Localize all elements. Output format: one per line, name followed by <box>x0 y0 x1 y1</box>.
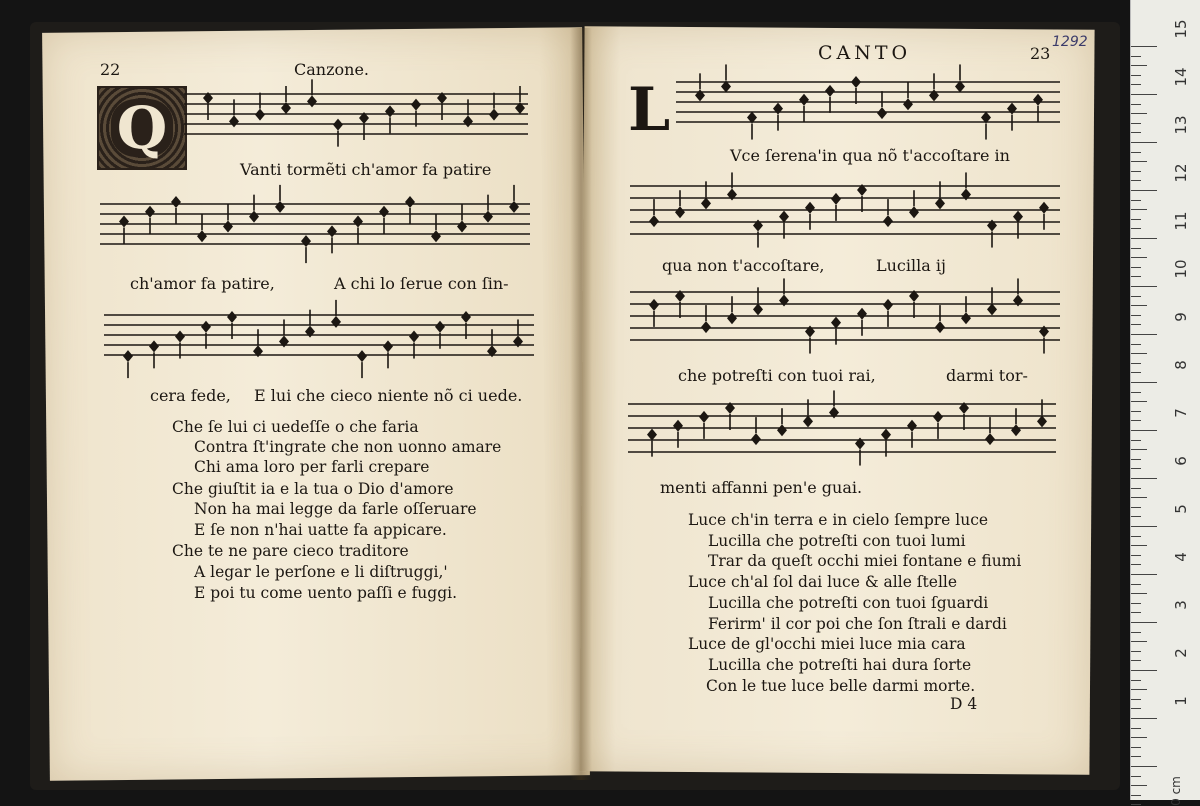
ruler-tick <box>1131 564 1141 565</box>
ruler-tick <box>1131 632 1141 633</box>
ruler-tick <box>1131 286 1157 287</box>
ruler-tick <box>1131 180 1141 181</box>
music-note <box>851 76 861 88</box>
ruler-tick <box>1131 785 1147 786</box>
music-note <box>857 308 867 320</box>
ruler-number: 10 <box>1172 259 1190 279</box>
music-note <box>985 433 995 445</box>
initial-letter: Q <box>111 99 174 157</box>
ruler-number: 15 <box>1172 19 1190 39</box>
ruler-tick <box>1131 708 1141 709</box>
music-note <box>799 94 809 106</box>
music-note <box>805 202 815 214</box>
music-note <box>881 429 891 441</box>
music-note <box>435 321 445 333</box>
music-note <box>175 331 185 343</box>
music-note <box>701 197 711 209</box>
music-note <box>385 105 395 117</box>
music-note <box>171 196 181 208</box>
music-note <box>1039 202 1049 214</box>
ruler-tick <box>1131 344 1141 345</box>
ruler-number: 4 <box>1172 552 1190 562</box>
ruler-tick <box>1131 459 1141 460</box>
ruler-number: 3 <box>1172 600 1190 610</box>
music-note <box>1037 415 1047 427</box>
ruler-tick <box>1131 113 1147 114</box>
ruler-tick <box>1131 468 1141 469</box>
ruler-number: 5 <box>1172 504 1190 514</box>
left-verse-2: Contra ſt'ingrate che non uonno amare <box>194 438 502 456</box>
ruler-tick <box>1131 276 1141 277</box>
ruler-tick <box>1131 219 1141 220</box>
music-note <box>249 211 259 223</box>
music-note <box>883 215 893 227</box>
music-note <box>961 312 971 324</box>
right-page-heading: CANTO <box>818 42 912 64</box>
left-verse-6: E ſe non n'hai uatte fa appicare. <box>194 521 447 539</box>
music-note <box>701 321 711 333</box>
music-note <box>907 420 917 432</box>
left-verse-4: Che giuſtit ia e la tua o Dio d'amore <box>172 480 454 498</box>
music-note <box>149 340 159 352</box>
ruler-tick <box>1131 766 1157 767</box>
ruler-tick <box>1131 324 1141 325</box>
right-verse-6: Ferirm' il cor poi che ſon ſtrali e dardi <box>708 615 1007 633</box>
ruler-tick <box>1131 190 1157 191</box>
ruler-tick <box>1131 238 1157 239</box>
music-note <box>903 98 913 110</box>
ruler-tick <box>1131 804 1141 805</box>
ruler-tick <box>1131 315 1141 316</box>
music-note <box>409 331 419 343</box>
ruler-tick <box>1131 603 1141 604</box>
ruler-tick <box>1131 718 1157 719</box>
ruler-tick <box>1131 200 1141 201</box>
right-page-number: 23 <box>1030 44 1051 63</box>
ruler-tick <box>1131 104 1141 105</box>
music-note <box>431 230 441 242</box>
pencil-shelfmark: 1292 <box>1052 34 1088 50</box>
music-note <box>831 193 841 205</box>
left-verse-9: E poi tu come uento paſſi e fuggi. <box>194 584 458 602</box>
ruler-tick <box>1131 267 1141 268</box>
music-note <box>223 220 233 232</box>
music-note <box>803 415 813 427</box>
music-note <box>461 311 471 323</box>
left-verse-8: A legar le perſone e li diſtruggi,' <box>194 563 448 581</box>
music-note <box>825 85 835 97</box>
music-note <box>647 429 657 441</box>
left-page-heading: Canzone. <box>294 60 370 79</box>
music-note <box>929 89 939 101</box>
left-staff-3 <box>104 305 534 375</box>
music-note <box>1011 424 1021 436</box>
ruler-tick <box>1131 171 1141 172</box>
ruler-tick <box>1131 478 1157 479</box>
ruler-number: 1 <box>1172 696 1190 706</box>
ruler-tick <box>1131 305 1147 306</box>
ruler-tick <box>1131 728 1141 729</box>
music-note <box>255 109 265 121</box>
music-note <box>119 216 129 228</box>
ruler-tick <box>1131 142 1157 143</box>
music-note <box>773 103 783 115</box>
right-verse-2: Lucilla che potreſti con tuoi lumi <box>708 532 966 550</box>
music-note <box>935 197 945 209</box>
left-lyric-1: Vanti tormẽti ch'amor fa patire <box>240 160 492 179</box>
ruler-tick <box>1131 507 1141 508</box>
music-note <box>933 411 943 423</box>
music-note <box>489 109 499 121</box>
ruler-tick <box>1131 440 1141 441</box>
music-note <box>197 230 207 242</box>
ruler-tick <box>1131 257 1147 258</box>
music-note <box>753 303 763 315</box>
decorated-initial-q <box>97 86 187 170</box>
right-lyric-1: Vce ſerena'in qua nõ t'accoſtare in <box>730 146 1010 165</box>
music-note <box>935 321 945 333</box>
music-note <box>357 350 367 362</box>
ruler-tick <box>1131 612 1141 613</box>
ruler-unit: 0 cm <box>1168 776 1183 806</box>
music-note <box>353 216 363 228</box>
music-note <box>649 299 659 311</box>
ruler-tick <box>1131 660 1141 661</box>
right-verse-7: Luce de gl'occhi miei luce mia cara <box>688 635 966 653</box>
ruler-tick <box>1131 526 1157 527</box>
music-note <box>383 340 393 352</box>
left-verse-3: Chi ama loro per farli crepare <box>194 458 430 476</box>
music-note <box>699 411 709 423</box>
ruler-tick <box>1131 84 1141 85</box>
ruler-tick <box>1131 123 1141 124</box>
left-staff-2 <box>100 190 530 260</box>
music-note <box>307 95 317 107</box>
ruler-tick <box>1131 372 1141 373</box>
ruler-tick <box>1131 430 1157 431</box>
ruler-number: 2 <box>1172 648 1190 658</box>
music-note <box>831 317 841 329</box>
ruler-tick <box>1131 353 1147 354</box>
left-lyric-4: cera fede, <box>150 386 231 405</box>
ruler-tick <box>1131 756 1141 757</box>
ruler-tick <box>1131 584 1141 585</box>
ruler-tick <box>1131 56 1141 57</box>
ruler-number: 8 <box>1172 360 1190 370</box>
music-note <box>229 115 239 127</box>
ruler-tick <box>1131 737 1147 738</box>
right-verse-8: Lucilla che potreſti hai dura ſorte <box>708 656 972 674</box>
ruler-tick <box>1131 641 1147 642</box>
left-verse-1: Che ſe lui ci uedeſſe o che faria <box>172 418 419 436</box>
ruler-number: 9 <box>1172 312 1190 322</box>
ruler-tick <box>1131 747 1141 748</box>
ruler-tick <box>1131 161 1147 162</box>
left-verse-5: Non ha mai legge da farle oſſeruare <box>194 500 477 518</box>
left-lyric-5: E lui che cieco niente nõ ci uede. <box>254 386 523 405</box>
ruler-tick <box>1131 555 1141 556</box>
ruler-number: 6 <box>1172 456 1190 466</box>
ruler-tick <box>1131 670 1157 671</box>
ruler-tick <box>1131 228 1141 229</box>
ruler-number: 11 <box>1172 211 1190 231</box>
music-note <box>877 107 887 119</box>
music-note <box>331 316 341 328</box>
ruler-tick <box>1131 699 1141 700</box>
ruler-tick <box>1131 593 1147 594</box>
ruler-tick <box>1131 689 1147 690</box>
music-note <box>123 350 133 362</box>
right-lyric-5: darmi tor- <box>946 366 1028 385</box>
ruler-tick <box>1131 420 1141 421</box>
music-note <box>1013 211 1023 223</box>
ruler-tick <box>1131 392 1141 393</box>
ruler-number: 14 <box>1172 67 1190 87</box>
music-note <box>509 201 519 213</box>
left-staff-1 <box>184 86 530 142</box>
ruler-tick <box>1131 401 1147 402</box>
music-note <box>883 299 893 311</box>
music-note <box>305 326 315 338</box>
music-note <box>227 311 237 323</box>
music-note <box>777 424 787 436</box>
music-note <box>463 115 473 127</box>
ruler-tick <box>1131 296 1141 297</box>
music-note <box>327 225 337 237</box>
measuring-ruler <box>1130 0 1200 806</box>
music-note <box>333 119 343 131</box>
right-lyric-6: menti affanni pen'e guai. <box>660 478 863 497</box>
ruler-number: 7 <box>1172 408 1190 418</box>
music-note <box>751 433 761 445</box>
right-staff-2 <box>630 178 1060 244</box>
music-note <box>909 206 919 218</box>
ruler-tick <box>1131 94 1157 95</box>
ruler-tick <box>1131 622 1157 623</box>
ruler-tick <box>1131 152 1141 153</box>
music-note <box>301 235 311 247</box>
ruler-tick <box>1131 449 1147 450</box>
right-verse-1: Luce ch'in terra e in cielo ſempre luce <box>688 511 989 529</box>
music-note <box>275 201 285 213</box>
right-staff-1 <box>676 70 1060 136</box>
right-staff-3 <box>630 284 1060 350</box>
ruler-tick <box>1131 248 1141 249</box>
ruler-tick <box>1131 497 1147 498</box>
right-lyric-4: che potreſti con tuoi rai, <box>678 366 876 385</box>
ruler-tick <box>1131 382 1157 383</box>
music-note <box>1007 103 1017 115</box>
music-note <box>675 206 685 218</box>
ruler-tick <box>1131 545 1147 546</box>
left-verse-7: Che te ne pare cieco traditore <box>172 542 409 560</box>
ruler-number: 13 <box>1172 115 1190 135</box>
music-notes <box>203 79 525 146</box>
music-note <box>779 211 789 223</box>
music-note <box>405 196 415 208</box>
ruler-tick <box>1131 651 1141 652</box>
ruler-tick <box>1131 516 1141 517</box>
left-page-number: 22 <box>100 60 121 79</box>
music-note <box>673 420 683 432</box>
ruler-tick <box>1131 334 1157 335</box>
ruler-tick <box>1131 795 1141 796</box>
ruler-tick <box>1131 411 1141 412</box>
music-note <box>987 303 997 315</box>
music-note <box>649 215 659 227</box>
left-lyric-3: A chi lo ſerue con ſin- <box>334 274 509 293</box>
ruler-tick <box>1131 574 1157 575</box>
music-note <box>727 312 737 324</box>
right-lyric-3: Lucilla ij <box>876 256 946 275</box>
ruler-tick <box>1131 776 1141 777</box>
right-lyric-2: qua non t'accoſtare, <box>662 256 825 275</box>
music-note <box>695 89 705 101</box>
left-lyric-2: ch'amor fa patire, <box>130 274 275 293</box>
book-gutter <box>570 28 592 780</box>
music-note <box>1033 94 1043 106</box>
ruler-tick <box>1131 132 1141 133</box>
right-staff-4 <box>628 396 1056 462</box>
ruler-tick <box>1131 363 1141 364</box>
ruler-tick <box>1131 65 1147 66</box>
catchword: D 4 <box>950 695 978 713</box>
music-note <box>379 206 389 218</box>
ruler-tick <box>1131 536 1141 537</box>
music-note <box>201 321 211 333</box>
ruler-tick <box>1131 680 1141 681</box>
music-note <box>457 220 467 232</box>
right-verse-4: Luce ch'al ſol dai luce & alle ſtelle <box>688 573 958 591</box>
music-note <box>145 206 155 218</box>
right-verse-5: Lucilla che potreſti con tuoi ſguardi <box>708 594 989 612</box>
right-verse-9: Con le tue luce belle darmi morte. <box>706 677 976 695</box>
initial-letter-l: L <box>628 75 671 145</box>
ruler-tick <box>1131 46 1157 47</box>
ruler-tick <box>1131 209 1147 210</box>
ruler-number: 12 <box>1172 163 1190 183</box>
ruler-tick <box>1131 75 1141 76</box>
ruler-tick <box>1131 488 1141 489</box>
music-note <box>483 211 493 223</box>
right-verse-3: Trar da queſt occhi miei fontane e fiumi <box>708 552 1022 570</box>
music-note <box>411 99 421 111</box>
